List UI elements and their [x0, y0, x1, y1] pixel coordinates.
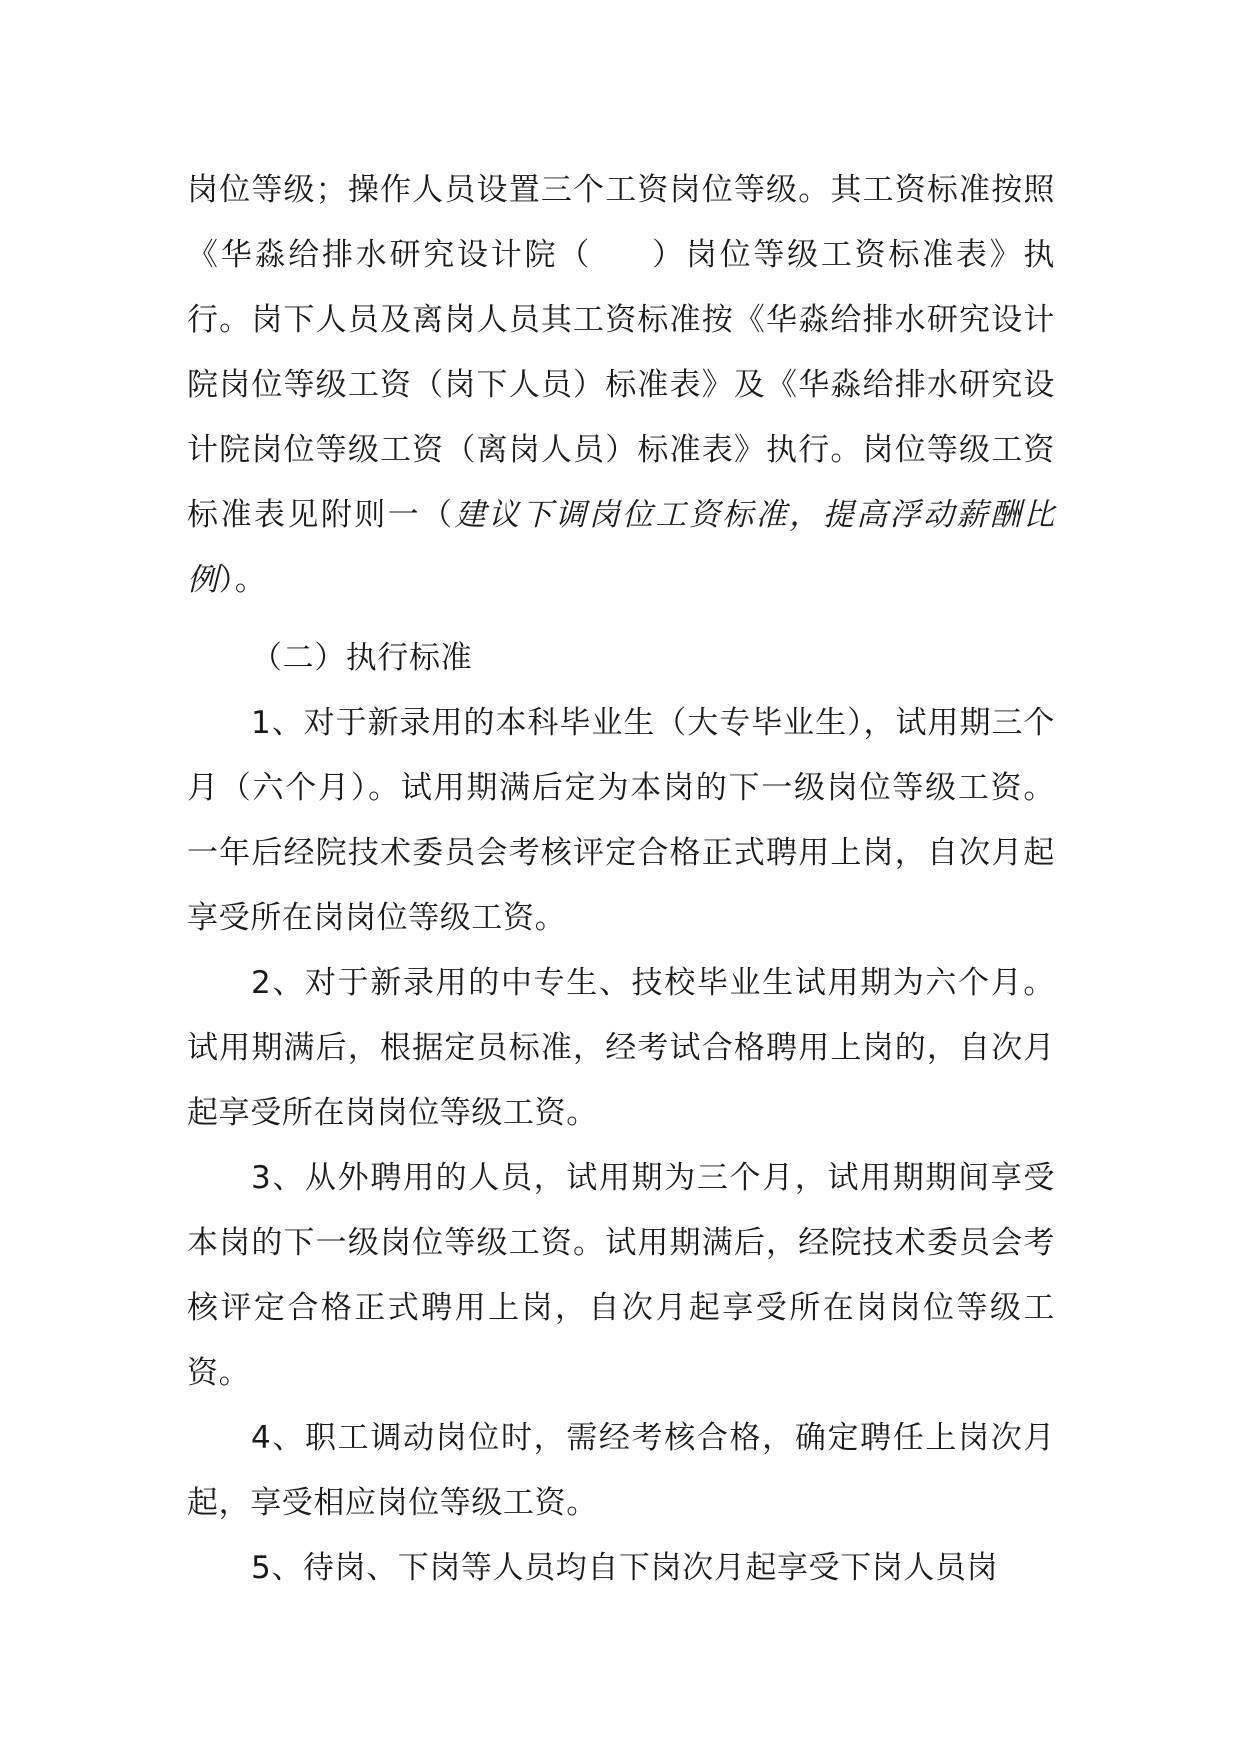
document-page	[187, 158, 1055, 1601]
paragraph-text: 岗位等级；操作人员设置三个工资岗位等级。其工资标准按照《华淼给排水研究设计院（	[187, 172, 1055, 273]
paragraph-text: ）岗位等级工资标准表》执行。岗下人员及离岗人员其工资标准按《华淼给排水研究设计院岗位等级工资（岗下人员）标准表》及《华淼给排水研究设计院岗位等级工资（离岗人员）标准表》执行。岗位等级工资标准表见附则一（	[187, 237, 1055, 533]
italic-note: 建议下调岗位工资标准，提高浮动薪酬比例	[187, 497, 1055, 598]
list-item: 3、从外聘用的人员，试用期为三个月，试用期期间享受本岗的下一级岗位等级工资。试用期满后，经院技术委员会考核评定合格正式聘用上岗，自次月起享受所在岗岗位等级工资。	[187, 1160, 1055, 1391]
list-item: 2、对于新录用的中专生、技校毕业生试用期为六个月。试用期满后，根据定员标准，经考试合格聘用上岗的，自次月起享受所在岗岗位等级工资。	[187, 965, 1055, 1131]
paragraph-text: ）。	[218, 562, 267, 598]
section-heading: （二）执行标准	[251, 640, 473, 676]
list-item: 5、待岗、下岗等人员均自下岗次月起享受下岗人员岗	[251, 1550, 999, 1586]
list-item: 1、对于新录用的本科毕业生（大专毕业生），试用期三个月（六个月）。试用期满后定为本岗的下一级岗位等级工资。一年后经院技术委员会考核评定合格正式聘用上岗，自次月起享受所在岗岗位等级工资。	[187, 705, 1055, 936]
paragraph-salary-grades	[187, 158, 1055, 613]
list-item: 4、职工调动岗位时，需经考核合格，确定聘任上岗次月起，享受相应岗位等级工资。	[187, 1420, 1055, 1521]
